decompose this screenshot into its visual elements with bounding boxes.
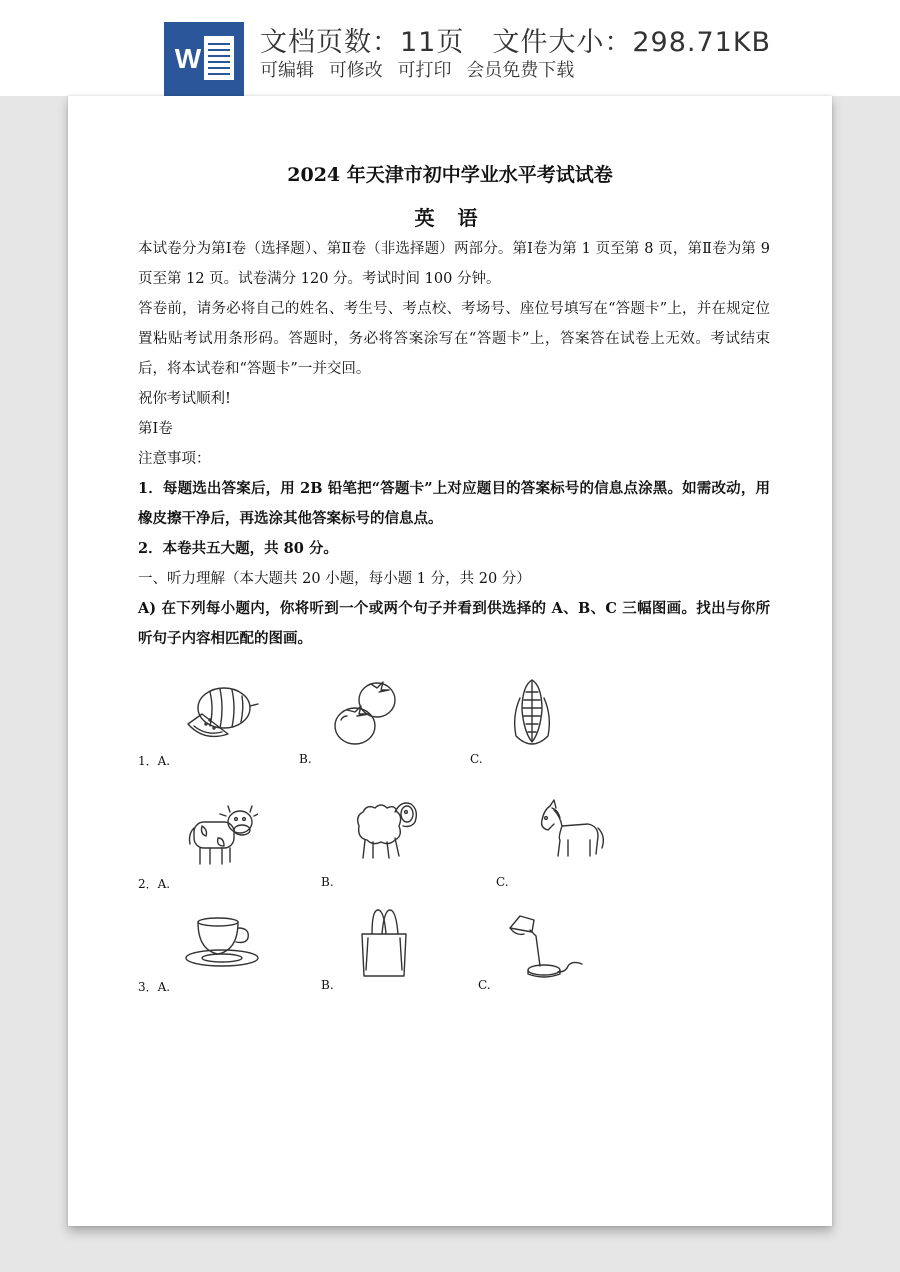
- q3-option-c-label: C.: [478, 978, 491, 992]
- note-2: 2．本卷共五大题，共 80 分。: [138, 540, 338, 557]
- teacup-icon: [182, 914, 262, 970]
- corn-icon: [506, 676, 558, 748]
- feature-modifiable: 可修改: [328, 60, 383, 81]
- word-icon-letter: W: [174, 43, 202, 74]
- exam-title: 2024 年天津市初中学业水平考试试卷: [287, 164, 613, 186]
- feature-printable: 可打印: [397, 60, 452, 81]
- doc-pages: 文档页数：11页: [260, 27, 465, 58]
- q3-option-a-label: 3．A.: [138, 980, 171, 994]
- watermelon-icon: [184, 684, 264, 744]
- file-size: 文件大小：298.71KB: [492, 27, 772, 58]
- q2-option-a-label: 2．A.: [138, 877, 171, 891]
- part-title: 第Ⅰ卷: [138, 421, 173, 437]
- section-1a-instructions: A) 在下列每小题内，你将听到一个或两个句子并看到供选择的 A、B、C 三幅图画。找出与你所听句子内容相匹配的图画。: [138, 600, 770, 647]
- document-page: [68, 96, 832, 1226]
- section-1-heading: 一、听力理解（本大题共 20 小题，每小题 1 分，共 20 分）: [138, 571, 531, 587]
- exam-wish: 祝你考试顺利!: [138, 391, 231, 407]
- notes-heading: 注意事项：: [138, 451, 211, 467]
- exam-subject: 英 语: [414, 206, 486, 230]
- q1-option-a-label: 1．A.: [138, 754, 171, 768]
- q1-option-c-label: C.: [470, 752, 483, 766]
- q2-option-b-label: B.: [321, 875, 334, 889]
- sheep-icon: [351, 796, 421, 864]
- feature-editable: 可编辑: [260, 60, 314, 81]
- q2-option-c-label: C.: [496, 875, 509, 889]
- exam-intro-block: [138, 234, 770, 654]
- horse-icon: [528, 796, 608, 864]
- exam-instructions: 答卷前，请务必将自己的姓名、考生号、考点校、考场号、座位号填写在“答题卡”上，并在规定位置粘贴考试用条形码。答题时，务必将答案涂写在“答题卡”上，答案答在试卷上无效。考试结束后，将本试卷和“答题卡”一并交回。: [138, 301, 770, 377]
- note-1: 1．每题选出答案后，用 2B 铅笔把“答题卡”上对应题目的答案标号的信息点涂黑。如需改动，用橡皮擦干净后，再选涂其他答案标号的信息点。: [138, 480, 770, 527]
- tote-bag-icon: [356, 904, 412, 980]
- exam-intro: 本试卷分为第Ⅰ卷（选择题）、第Ⅱ卷（非选择题）两部分。第Ⅰ卷为第 1 页至第 8 页，第Ⅱ卷为第 9 页至第 12 页。试卷满分 120 分。考试时间 100 分钟。: [138, 241, 770, 287]
- word-document-icon: [164, 22, 244, 96]
- tomato-icon: [335, 682, 395, 744]
- desk-lamp-icon: [506, 908, 586, 980]
- download-banner: [0, 0, 900, 96]
- q1-option-b-label: B.: [299, 752, 312, 766]
- feature-list: [260, 56, 583, 82]
- feature-member-download: 会员免费下载: [466, 60, 575, 81]
- cow-icon: [188, 804, 258, 870]
- q3-option-b-label: B.: [321, 978, 334, 992]
- file-meta: [260, 20, 771, 59]
